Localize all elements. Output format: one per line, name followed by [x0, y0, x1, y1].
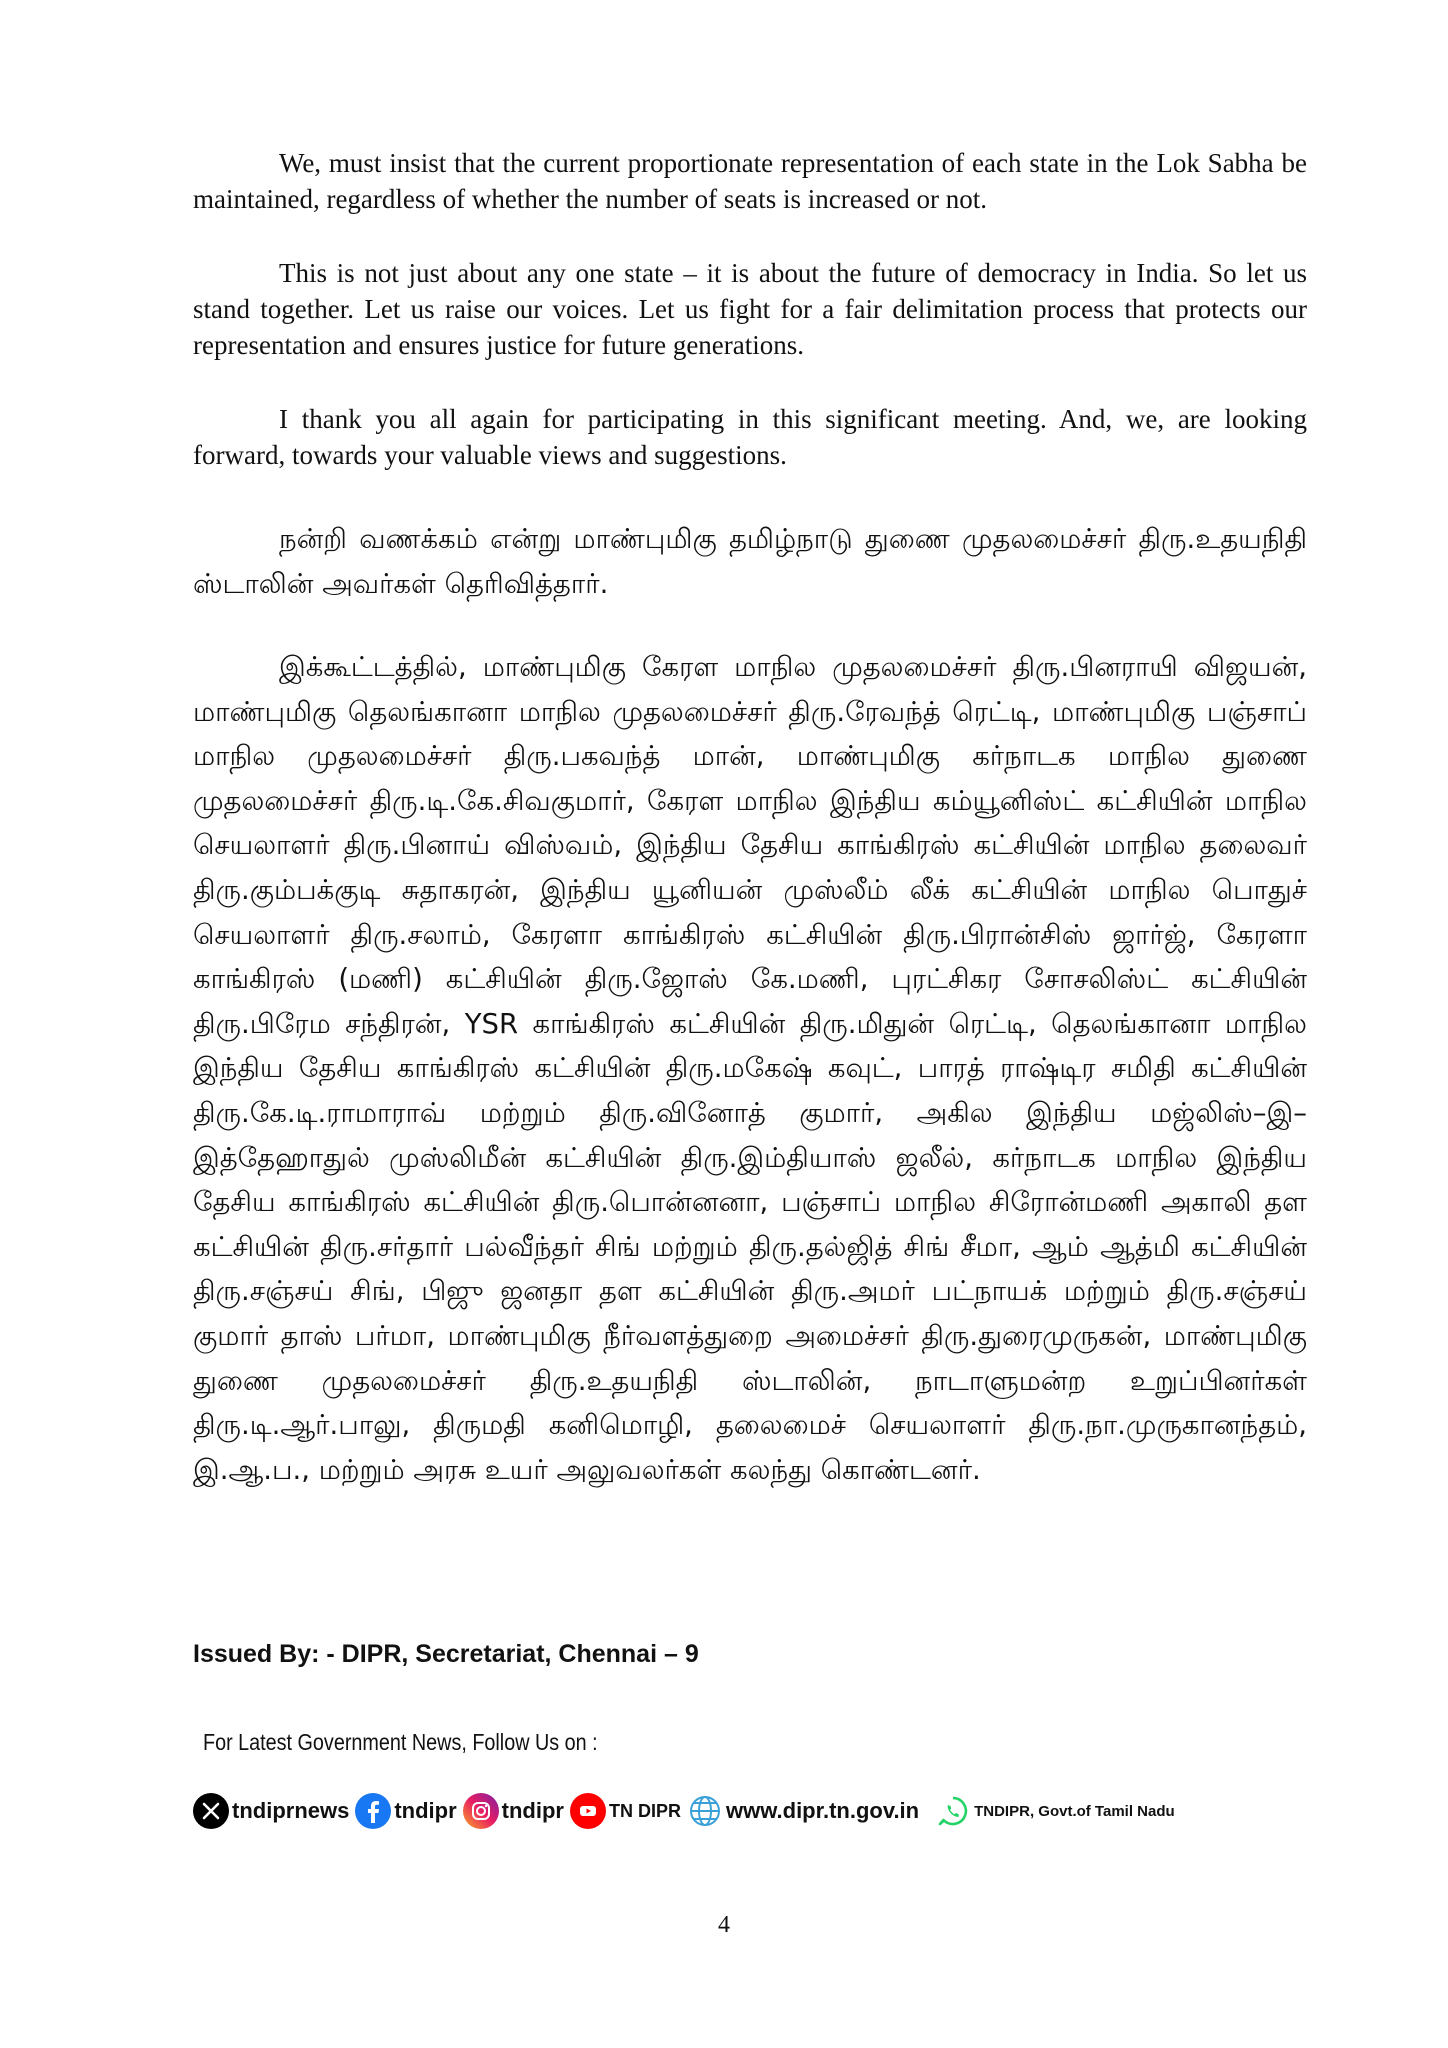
issued-by: Issued By: - DIPR, Secretariat, Chennai – 9 — [193, 1640, 699, 1668]
social-instagram[interactable] — [463, 1793, 564, 1829]
social-whatsapp-label: TNDIPR, Govt.of Tamil Nadu — [974, 1802, 1175, 1820]
social-youtube-label: TN DIPR — [609, 1800, 681, 1821]
tamil-paragraph-thanks: நன்றி வணக்கம் என்று மாண்புமிகு தமிழ்நாடு துணை முதலமைச்சர் திரு.உதயநிதி ஸ்டாலின் அவர்கள் தெரிவித்தார். — [193, 523, 1307, 600]
instagram-icon — [463, 1793, 499, 1829]
english-paragraph-2: This is not just about any one state – it is about the future of democracy in India. So let us stand together. Let us raise our voices. Let us fight for a fair delimitation process that protects our representation and ensures justice for future generations. — [193, 258, 1307, 360]
youtube-icon — [570, 1793, 606, 1829]
social-youtube[interactable] — [570, 1793, 681, 1829]
social-website-label: www.dipr.tn.gov.in — [726, 1798, 920, 1823]
english-paragraph-1: We, must insist that the current proportionate representation of each state in the Lok Sabha be maintained, regardless of whether the number of seats is increased or not. — [193, 148, 1307, 214]
social-whatsapp[interactable] — [935, 1793, 1175, 1829]
tamil-paragraph-attendees: இக்கூட்டத்தில், மாண்புமிகு கேரள மாநில முதலமைச்சர் திரு.பினராயி விஜயன், மாண்புமிகு தெலங்கானா மாநில முதலமைச்சர் திரு.ரேவந்த் ரெட்டி, மாண்புமிகு பஞ்சாப் மாநில முதலமைச்சர் திரு.பகவந்த் மான், மாண்புமிகு கர்நாடக மாநில துணை முதலமைச்சர் திரு.டி.கே.சிவகுமார், கேரள மாநில இந்திய கம்யூனிஸ்ட் கட்சியின் மாநில செயலாளர் திரு.பினாய் விஸ்வம், இந்திய தேசிய காங்கிரஸ் கட்சியின் மாநில தலைவர் திரு.கும்பக்குடி சுதாகரன், இந்திய யூனியன் முஸ்லீம் லீக் கட்சியின் மாநில பொதுச் செயலாளர் திரு.சலாம், கேரளா காங்கிரஸ் கட்சியின் திரு.பிரான்சிஸ் ஜார்ஜ், கேரளா காங்கிரஸ் (மணி) கட்சியின் திரு.ஜோஸ் கே.மணி, புரட்சிகர சோசலிஸ்ட் கட்சியின் திரு.பிரேம சந்திரன், YSR காங்கிரஸ் கட்சியின் திரு.மிதுன் ரெட்டி, தெலங்கானா மாநில இந்திய தேசிய காங்கிரஸ் கட்சியின் திரு.மகேஷ் கவுட், பாரத் ராஷ்டிர சமிதி கட்சியின் திரு.கே.டி.ராமாராவ் மற்றும் திரு.வினோத் குமார், அகில இந்திய மஜ்லிஸ்–இ–இத்தேஹாதுல் முஸ்லிமீன் கட்சியின் திரு.இம்தியாஸ் ஜலீல், கர்நாடக மாநில இந்திய தேசிய காங்கிரஸ் கட்சியின் திரு.பொன்னனா, பஞ்சாப் மாநில சிரோன்மணி அகாலி தள கட்சியின் திரு.சர்தார் பல்வீந்தர் சிங் மற்றும் திரு.தல்ஜித் சிங் சீமா, ஆம் ஆத்மி கட்சியின் திரு.சஞ்சய் சிங், பிஜு ஜனதா தள கட்சியின் திரு.அமர் பட்நாயக் மற்றும் திரு.சஞ்சய் குமார் தாஸ் பர்மா, மாண்புமிகு நீர்வளத்துறை அமைச்சர் திரு.துரைமுருகன், மாண்புமிகு துணை முதலமைச்சர் திரு.உதயநிதி ஸ்டாலின், நாடாளுமன்ற உறுப்பினர்கள் திரு.டி.ஆர்.பாலு, திருமதி கனிமொழி, தலைமைச் செயலாளர் திரு.நா.முருகானந்தம், இ.ஆ.ப., மற்றும் அரசு உயர் அலுவலர்கள் கலந்து கொண்டனர். — [193, 651, 1307, 1486]
whatsapp-icon — [935, 1793, 971, 1829]
social-x-label: tndiprnews — [232, 1798, 350, 1823]
follow-us-text: For Latest Government News, Follow Us on : — [203, 1729, 598, 1755]
page-number: 4 — [718, 1912, 730, 1938]
social-facebook-label: tndipr — [394, 1798, 457, 1823]
social-website[interactable] — [687, 1793, 919, 1829]
english-paragraph-3: I thank you all again for participating in this significant meeting. And, we, are looking forward, towards your valuable views and suggestions. — [193, 404, 1307, 470]
social-facebook[interactable] — [355, 1793, 456, 1829]
social-instagram-label: tndipr — [501, 1798, 564, 1823]
x-icon — [193, 1793, 229, 1829]
social-x[interactable] — [193, 1793, 349, 1829]
globe-icon — [687, 1793, 723, 1829]
facebook-icon — [355, 1793, 391, 1829]
social-links-bar — [193, 1789, 1181, 1833]
